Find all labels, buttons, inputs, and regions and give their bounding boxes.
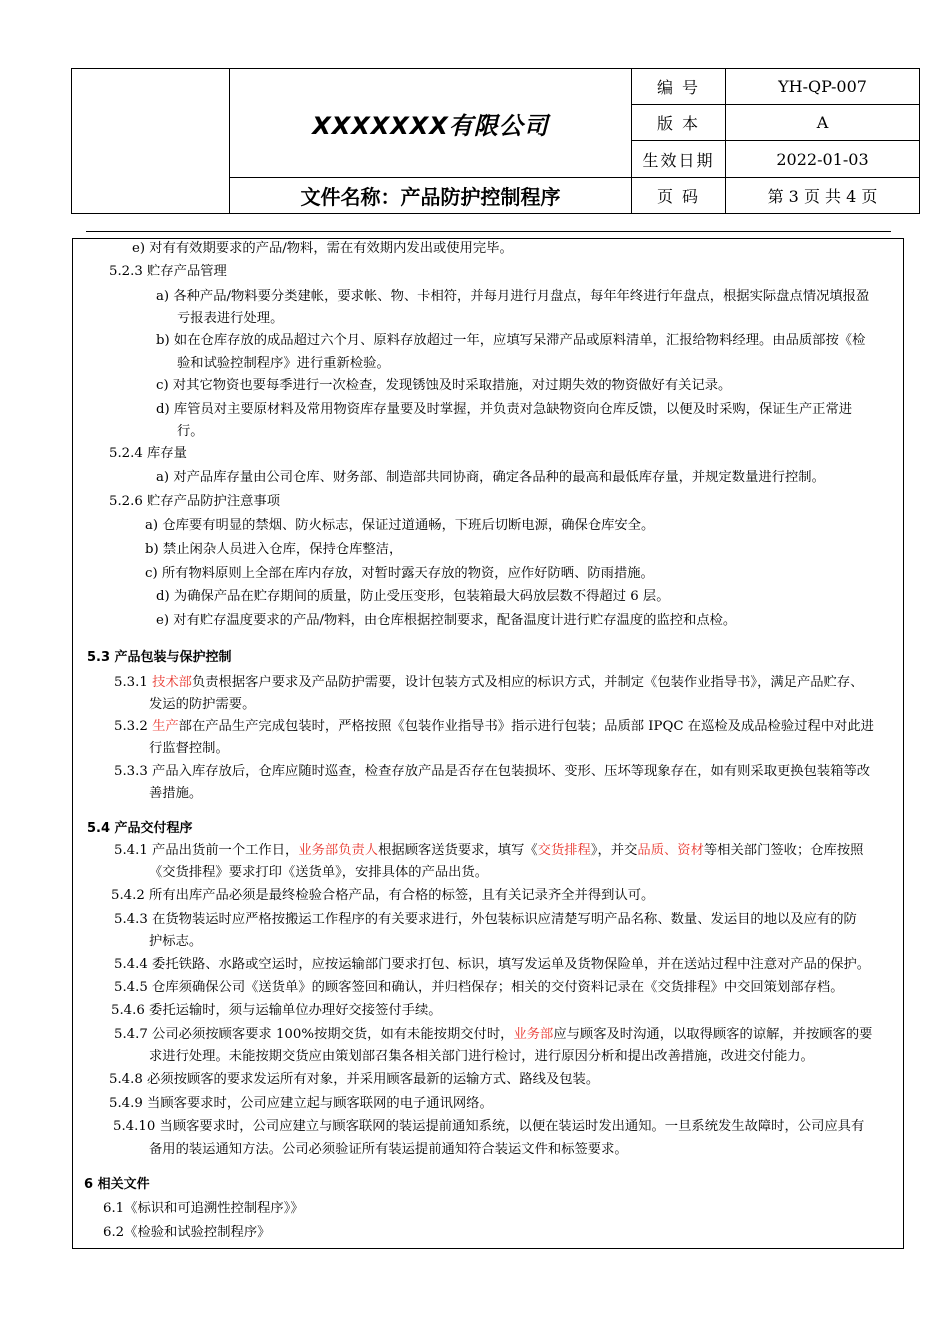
text-line: 5.4.7 公司必须按顾客要求 100%按期交货，如有未能按期交付时，业务部应与顾客及时沟通，以取得顾客的谅解，并按顾客的要 (114, 1027, 873, 1042)
reference-item: 6.2《检验和试验控制程序》 (103, 1225, 271, 1240)
text-line: 5.4.1 产品出货前一个工作日，业务部负责人根据顾客送货要求，填写《交货排程》，并交品质、资材等相关部门签收；仓库按照 (114, 843, 864, 858)
file-name: 文件名称：产品防护控制程序 (230, 178, 632, 214)
page-label: 页 码 (632, 178, 726, 214)
text-line: 5.4.5 仓库须确保公司《送货单》的顾客签回和确认，并归档保存；相关的交付资料记录在《交货排程》中交回策划部存档。 (114, 980, 844, 995)
text-line: d) 库管员对主要原材料及常用物资库存量要及时掌握，并负责对急缺物资向仓库反馈，以便及时采购，保证生产正常进 (156, 402, 853, 417)
text-line: 5.4.8 必须按顾客的要求发运所有对象，并采用顾客最新的运输方式、路线及包装。 (109, 1072, 600, 1087)
document-header-table (71, 68, 920, 214)
header-divider (86, 231, 891, 232)
text-line: e) 对有有效期要求的产品/物料，需在有效期内发出或使用完毕。 (132, 241, 513, 256)
text-line: 行监督控制。 (149, 741, 229, 756)
text-line: 5.3.2 生产部在产品生产完成包装时，严格按照《包装作业指导书》指示进行包装；品质部 IPQC 在巡检及成品检验过程中对此进 (114, 719, 874, 734)
text-line: 5.3.3 产品入库存放后，仓库应随时巡查，检查存放产品是否存在包装损坏、变形、压坏等现象存在，如有则采取更换包装箱等改 (114, 764, 871, 779)
text-line: 5.4.2 所有出库产品必须是最终检验合格产品，有合格的标签，且有关记录齐全并得到认可。 (111, 888, 655, 903)
page-value: 第 3 页 共 4 页 (726, 178, 920, 214)
effective-date-label: 生效日期 (632, 141, 726, 178)
code-label: 编 号 (632, 69, 726, 105)
text-line: 备用的装运通知方法。公司必须验证所有装运提前通知符合装运文件和标签要求。 (149, 1142, 628, 1157)
effective-date-value: 2022-01-03 (726, 141, 920, 178)
text-line: 发运的防护需要。 (149, 697, 256, 712)
heading-5-4: 5.4 产品交付程序 (87, 821, 193, 836)
company-name: XXXXXXX有限公司 (230, 69, 632, 178)
heading-6: 6 相关文件 (84, 1177, 150, 1192)
text-line: e) 对有贮存温度要求的产品/物料，由仓库根据控制要求，配备温度计进行贮存温度的监控和点检。 (156, 613, 737, 628)
version-label: 版 本 (632, 105, 726, 141)
text-line: 《交货排程》要求打印《送货单》，安排具体的产品出货。 (149, 865, 489, 880)
text-line: a) 各种产品/物料要分类建帐，要求帐、物、卡相符，并每月进行月盘点，每年年终进行年盘点，根据实际盘点情况填报盈 (156, 289, 870, 304)
code-value: YH-QP-007 (726, 69, 920, 105)
text-line: 5.4.10 当顾客要求时，公司应建立与顾客联网的装运提前通知系统，以便在装运时发出通知。一旦系统发生故障时，公司应具有 (113, 1119, 865, 1134)
text-line: 5.4.6 委托运输时，须与运输单位办理好交接签付手续。 (111, 1003, 442, 1018)
text-line: 亏报表进行处理。 (177, 311, 284, 326)
version-value: A (726, 105, 920, 141)
text-line: d) 为确保产品在贮存期间的质量，防止受压变形，包装箱最大码放层数不得超过 6 层。 (156, 589, 670, 604)
text-line: 行。 (177, 424, 204, 439)
text-line: a) 仓库要有明显的禁烟、防火标志，保证过道通畅，下班后切断电源，确保仓库安全。 (145, 518, 655, 533)
text-line: 5.4.4 委托铁路、水路或空运时，应按运输部门要求打包、标识，填写发运单及货物保险单，并在送站过程中注意对产品的保护。 (114, 957, 871, 972)
section-5-2-4: 5.2.4 库存量 (109, 446, 187, 461)
text-line: 善措施。 (149, 786, 203, 801)
text-line: 5.4.9 当顾客要求时，公司应建立起与顾客联网的电子通讯网络。 (109, 1096, 493, 1111)
text-line: 验和试验控制程序》进行重新检验。 (177, 356, 390, 371)
text-line: b) 如在仓库存放的成品超过六个月、原料存放超过一年，应填写呆滞产品或原料清单，汇报给物料经理。由品质部按《检 (156, 333, 866, 348)
logo-cell (72, 69, 230, 214)
text-line: 5.3.1 技术部负责根据客户要求及产品防护需要，设计包装方式及相应的标识方式，并制定《包装作业指导书》，满足产品贮存、 (114, 675, 864, 690)
text-line: 求进行处理。未能按期交货应由策划部召集各相关部门进行检讨，进行原因分析和提出改善措施，改进交付能力。 (149, 1049, 814, 1064)
heading-5-3: 5.3 产品包装与保护控制 (87, 650, 232, 665)
text-line: 5.4.3 在货物装运时应严格按搬运工作程序的有关要求进行，外包装标识应清楚写明产品名称、数量、发运目的地以及应有的防 (114, 912, 857, 927)
section-5-2-3: 5.2.3 贮存产品管理 (109, 264, 227, 279)
text-line: 护标志。 (149, 934, 203, 949)
text-line: b) 禁止闲杂人员进入仓库，保持仓库整洁， (145, 542, 403, 557)
text-line: c) 对其它物资也要每季进行一次检查，发现锈蚀及时采取措施，对过期失效的物资做好有关记录。 (156, 378, 732, 393)
section-5-2-6: 5.2.6 贮存产品防护注意事项 (109, 494, 281, 509)
reference-item: 6.1《标识和可追溯性控制程序》》 (103, 1201, 304, 1216)
text-line: a) 对产品库存量由公司仓库、财务部、制造部共同协商，确定各品种的最高和最低库存量，并规定数量进行控制。 (156, 470, 825, 485)
text-line: c) 所有物料原则上全部在库内存放，对暂时露天存放的物资，应作好防晒、防雨措施。 (145, 566, 654, 581)
